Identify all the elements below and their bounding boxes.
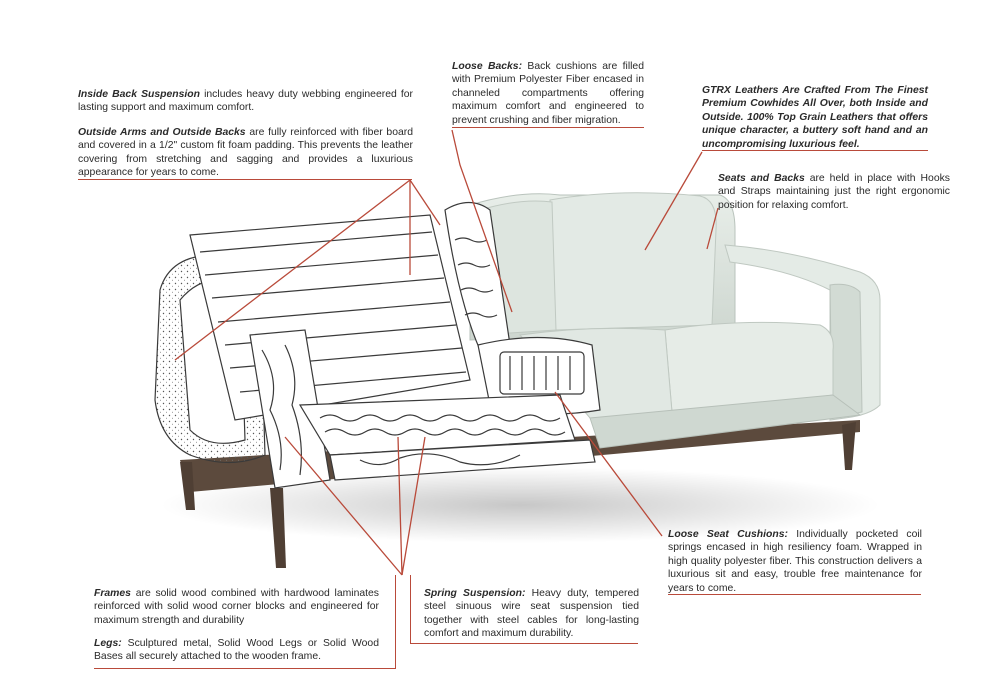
callout-heading: Spring Suspension: [424, 588, 526, 599]
callout-seats-and-backs [718, 172, 950, 212]
callout-heading: Legs: [94, 638, 122, 649]
callout-rule [410, 643, 638, 644]
callout-rule [702, 150, 928, 151]
callout-heading: Seats and Backs [718, 173, 805, 184]
callout-rule [94, 668, 396, 669]
callout-heading: Inside Back Suspension [78, 89, 200, 100]
callout-heading: Loose Seat Cushions: [668, 529, 788, 540]
callout-loose-seat-cushions [668, 528, 922, 595]
callout-body: Heavy duty, tempered steel sinuous wire seat suspension tied together with steel cables for long-lasting comfort and maximum durability. [424, 588, 640, 640]
callout-gtrx-leathers [702, 84, 928, 151]
callout-body: includes heavy duty webbing engineered for lasting support and maximum comfort. [78, 89, 413, 114]
callout-outside-arms [78, 126, 413, 180]
callout-body: are held in place with Hooks and Straps maintaining just the right ergonomic position for relaxing comfort. [718, 173, 950, 211]
callout-body: Back cushions are filled with Premium Polyester Fiber encased in channeled compartments offering maximum comfort and engineered to prevent crushing and fiber migration. [452, 61, 644, 126]
callout-legs [94, 637, 379, 664]
callout-rule [78, 179, 412, 180]
leg-front-right [842, 422, 856, 470]
callout-inside-back-suspension [78, 88, 413, 115]
callout-body: GTRX Leathers Are Crafted From The Finest Premium Cowhides All Over, both Inside and Outside. 100% Top Grain Leathers that offers unique character, a buttery soft hand and an uncompromising luxurious feel. [702, 85, 928, 150]
callout-rule-vertical [410, 575, 411, 644]
callout-loose-backs [452, 60, 644, 127]
callout-spring-suspension [424, 587, 639, 641]
callout-rule [668, 594, 921, 595]
callout-heading: Outside Arms and Outside Backs [78, 127, 246, 138]
callout-rule [452, 127, 644, 128]
back-cushion-right [550, 193, 716, 330]
callout-heading: Loose Backs: [452, 61, 523, 72]
callout-heading: Frames [94, 588, 131, 599]
callout-body: Individually pocketed coil springs encased in high resiliency foam. Wrapped in high quality polyester fiber. This construction delivers a luxurious sit and easy, trouble free maintenance for years to come. [668, 529, 922, 594]
callout-rule-vertical [395, 575, 396, 669]
callout-body: are solid wood combined with hardwood laminates reinforced with solid wood corner blocks and engineered for maximum strength and durability [94, 588, 379, 626]
callout-frames [94, 587, 379, 627]
callout-body: Sculptured metal, Solid Wood Legs or Solid Wood Bases all securely attached to the wooden frame. [94, 638, 379, 663]
callout-body: are fully reinforced with fiber board and covered in a 1/2" custom fit foam padding. This prevents the leather covering from stretching and sagging and provides a luxurious appearance for years to come. [78, 127, 413, 179]
